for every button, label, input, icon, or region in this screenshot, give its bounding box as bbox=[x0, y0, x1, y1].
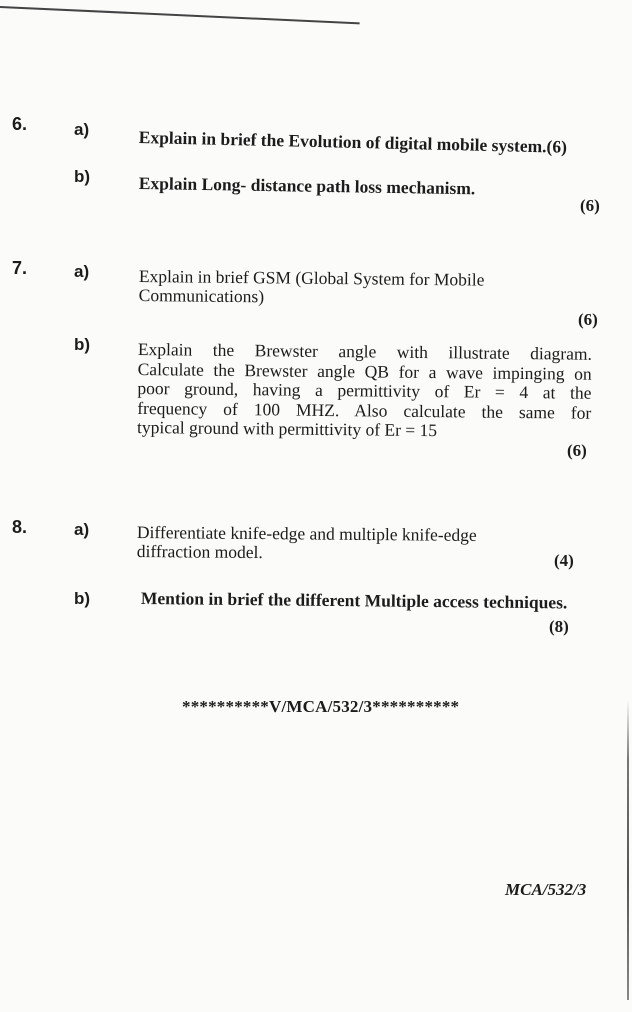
question-8b-label: b) bbox=[74, 589, 91, 608]
question-7b-line-3: poor ground, having a permittivity of Er = 4 at the bbox=[137, 377, 592, 403]
scan-edge bbox=[627, 700, 629, 1000]
question-6b-text: Explain Long- distance path loss mechanism. bbox=[138, 173, 476, 199]
question-7a-line-1: Explain in brief GSM (Global System for Mobile bbox=[138, 266, 485, 290]
question-8a-marks: (4) bbox=[554, 551, 574, 570]
question-6b-label: b) bbox=[74, 167, 91, 186]
question-6a-marks: (6) bbox=[546, 136, 568, 157]
footer-paper-code: **********V/MCA/532/3********** bbox=[182, 697, 460, 716]
question-7b-text bbox=[137, 340, 592, 442]
question-7b-line-4: frequency of 100 MHZ. Also calculate the same for bbox=[137, 397, 592, 423]
question-6-number: 6. bbox=[12, 114, 28, 134]
question-8a-text bbox=[137, 523, 477, 564]
question-7a-text bbox=[139, 267, 485, 309]
question-7b-line-1: Explain the Brewster angle with illustrate diagram. bbox=[137, 339, 592, 364]
question-8b-text: Mention in brief the different Multiple access techniques. bbox=[140, 588, 568, 613]
question-7b-line-2: Calculate the Brewster angle QB for a wave impinging on bbox=[137, 358, 592, 384]
question-8a-label: a) bbox=[74, 520, 90, 539]
question-7a-marks: (6) bbox=[578, 310, 598, 329]
question-8a-line-2: diffraction model. bbox=[136, 540, 263, 563]
question-7a-line-2: Communications) bbox=[138, 284, 265, 307]
top-rule bbox=[0, 6, 360, 24]
question-8b-marks: (8) bbox=[549, 617, 569, 636]
question-8-number: 8. bbox=[12, 517, 28, 537]
question-6a-text: Explain in brief the Evolution of digital mobile system.(6) bbox=[138, 127, 568, 157]
question-8a-line-1: Differentiate knife-edge and multiple knife-edge bbox=[136, 522, 477, 545]
question-6b-marks: (6) bbox=[580, 196, 600, 215]
question-6a-label: a) bbox=[74, 120, 90, 139]
question-7-number: 7. bbox=[12, 258, 28, 278]
page-code: MCA/532/3 bbox=[505, 880, 587, 899]
question-7b-marks: (6) bbox=[567, 441, 587, 460]
question-7b-line-5: typical ground with permittivity of Er = 15 bbox=[136, 416, 438, 441]
question-7a-label: a) bbox=[74, 262, 90, 281]
question-7b-label: b) bbox=[74, 335, 91, 354]
